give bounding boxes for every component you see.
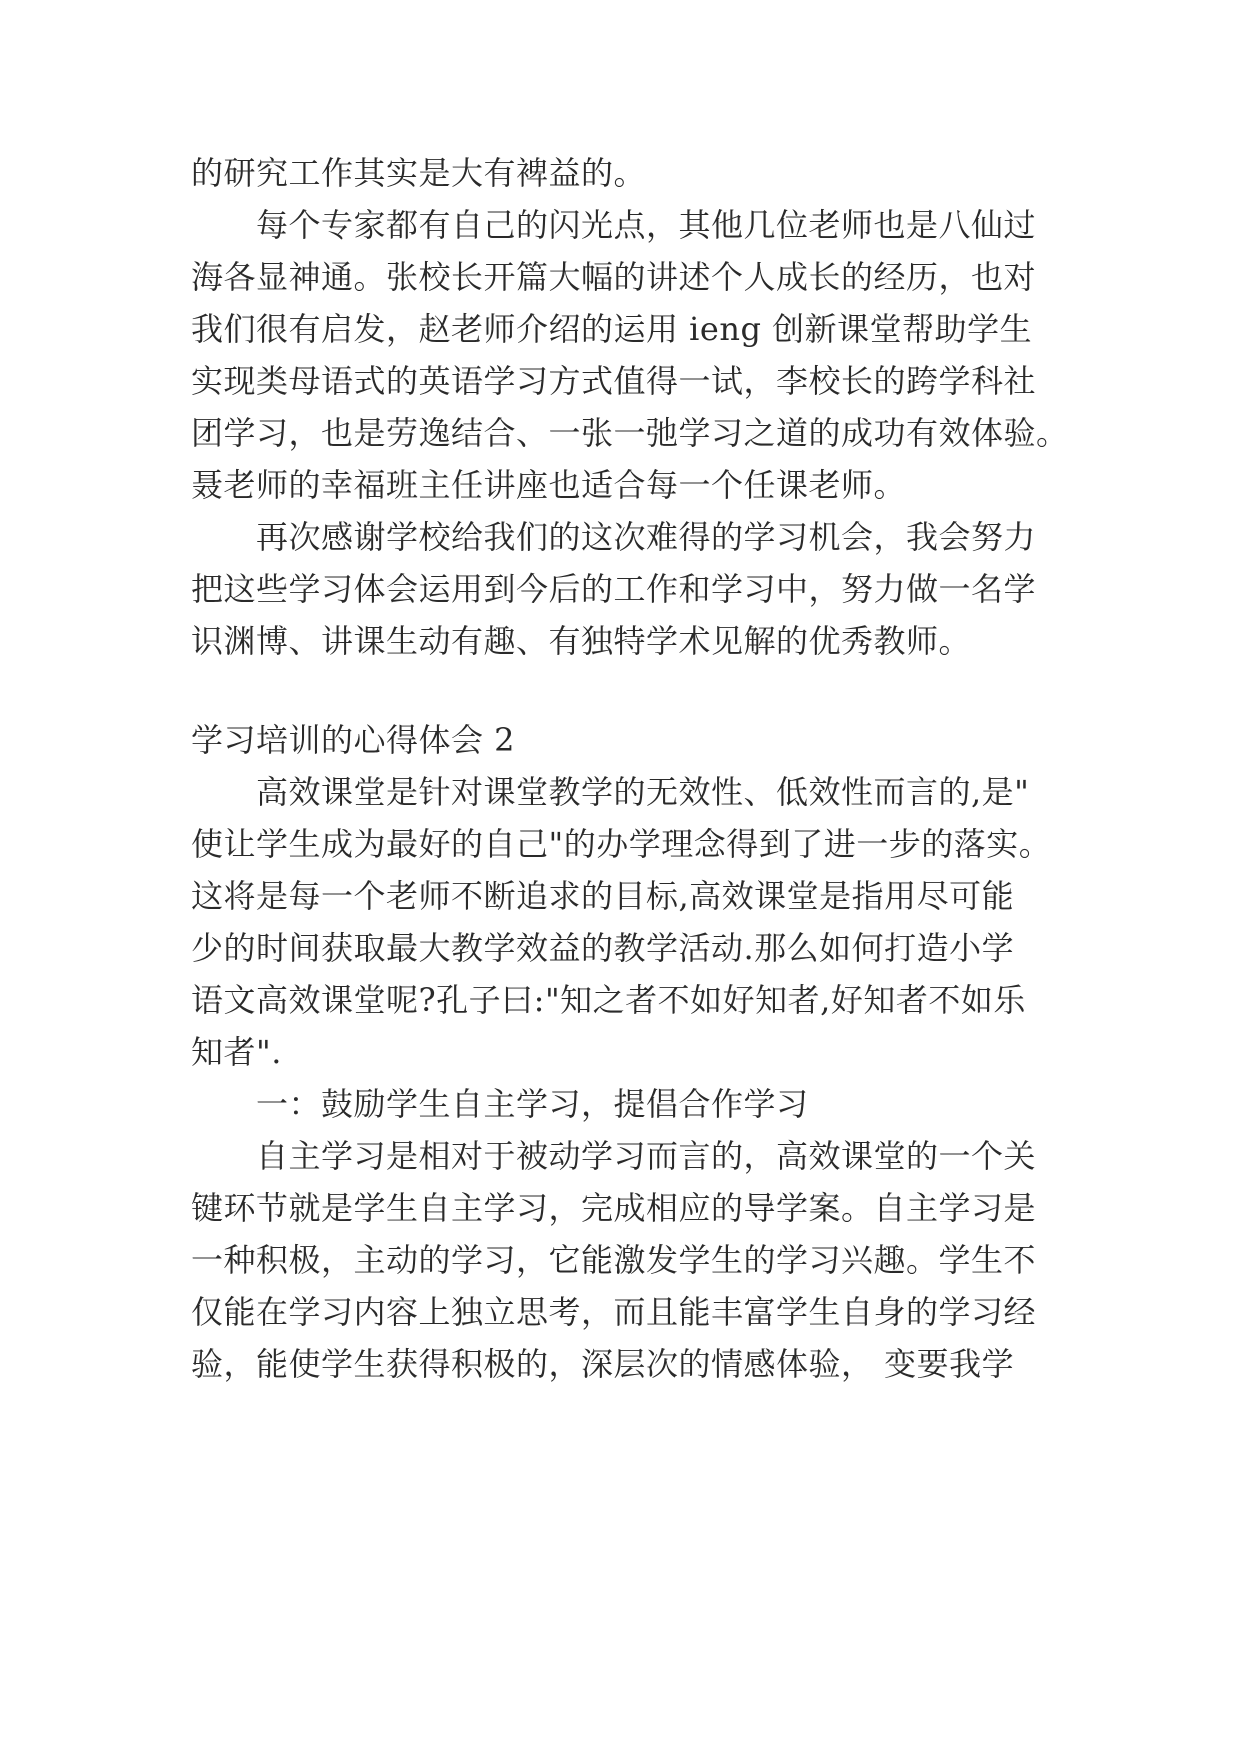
text-line: 每个专家都有自己的闪光点，其他几位老师也是八仙过 xyxy=(191,206,1037,244)
text-line: 实现类母语式的英语学习方式值得一试，李校长的跨学科社 xyxy=(191,362,1037,400)
text-line: 少的时间获取最大教学效益的教学活动.那么如何打造小学 xyxy=(191,929,1015,967)
text-line: 再次感谢学校给我们的这次难得的学习机会，我会努力 xyxy=(191,518,1037,556)
text-line: 团学习，也是劳逸结合、一张一弛学习之道的成功有效体验。 xyxy=(191,414,1069,452)
text-line: 一种积极，主动的学习，它能激发学生的学习兴趣。学生不 xyxy=(191,1241,1037,1279)
text-line: 把这些学习体会运用到今后的工作和学习中，努力做一名学 xyxy=(191,570,1037,608)
text-line: 验，能使学生获得积极的，深层次的情感体验， 变要我学 xyxy=(191,1345,1015,1383)
text-line: 我们很有启发，赵老师介绍的运用 ieng 创新课堂帮助学生 xyxy=(191,310,1033,348)
text-line: 这将是每一个老师不断追求的目标,高效课堂是指用尽可能 xyxy=(191,877,1015,915)
text-line: 识渊博、讲课生动有趣、有独特学术见解的优秀教师。 xyxy=(191,622,972,660)
text-line: 高效课堂是针对课堂教学的无效性、低效性而言的,是" xyxy=(191,773,1030,811)
text-line: 语文高效课堂呢?孔子曰:"知之者不如好知者,好知者不如乐 xyxy=(191,981,1026,1019)
text-line: 使让学生成为最好的自己"的办学理念得到了进一步的落实。 xyxy=(191,825,1052,863)
text-line: 的研究工作其实是大有裨益的。 xyxy=(191,154,647,192)
text-line: 自主学习是相对于被动学习而言的，高效课堂的一个关 xyxy=(191,1137,1037,1175)
text-line: 知者". xyxy=(191,1033,282,1071)
subheading: 一：鼓励学生自主学习，提倡合作学习 xyxy=(191,1085,809,1123)
text-line: 聂老师的幸福班主任讲座也适合每一个任课老师。 xyxy=(191,466,907,504)
text-line: 键环节就是学生自主学习，完成相应的导学案。自主学习是 xyxy=(191,1189,1037,1227)
text-line: 仅能在学习内容上独立思考，而且能丰富学生自身的学习经 xyxy=(191,1293,1037,1331)
section-heading: 学习培训的心得体会 2 xyxy=(191,721,516,759)
text-line: 海各显神通。张校长开篇大幅的讲述个人成长的经历，也对 xyxy=(191,258,1037,296)
